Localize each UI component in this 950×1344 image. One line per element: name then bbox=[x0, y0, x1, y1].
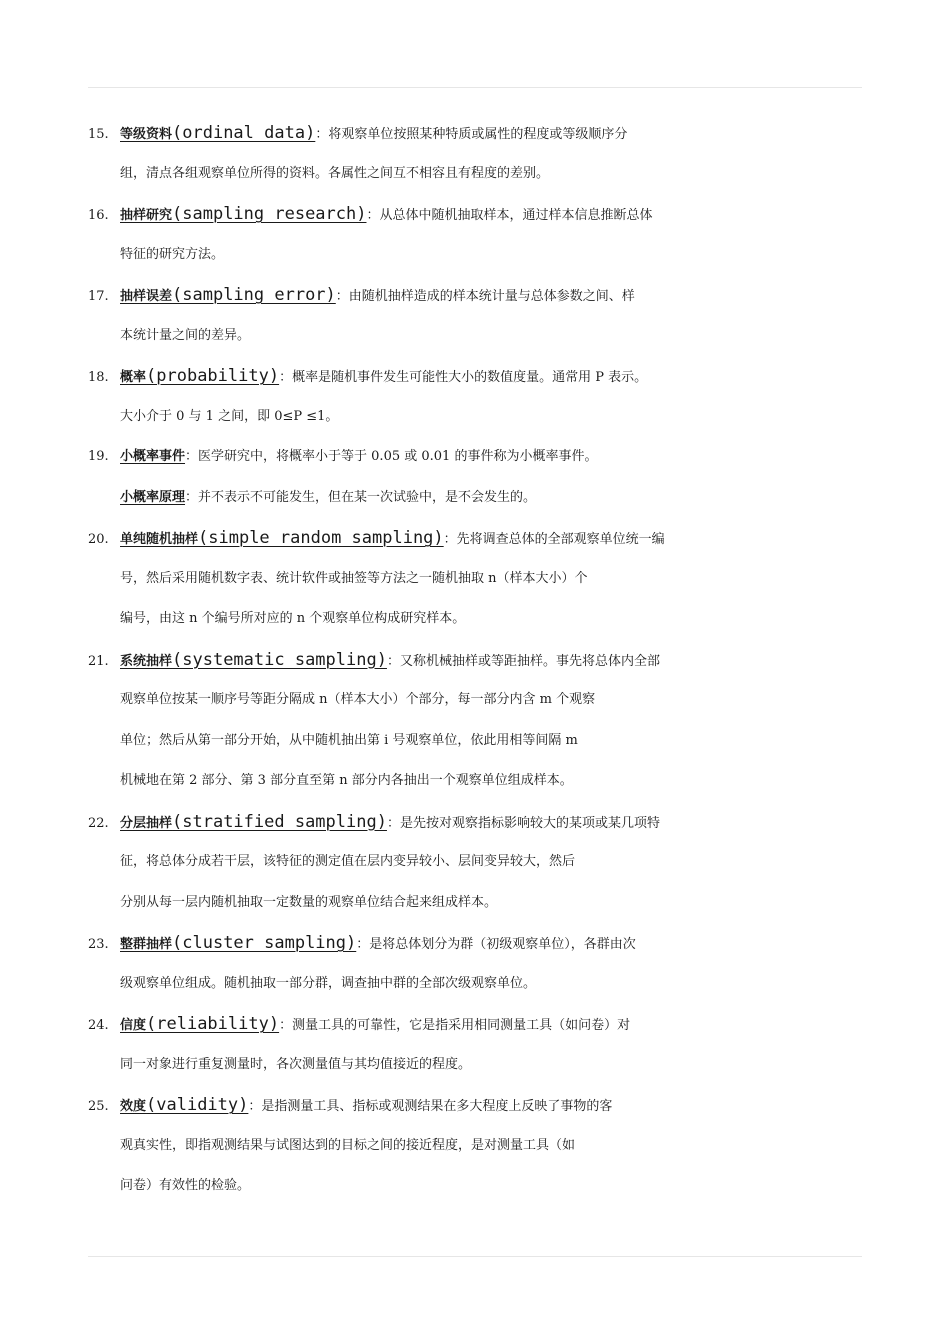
entry-16 bbox=[0, 194, 950, 275]
definition-line: 级观察单位组成。随机抽取一部分群，调查抽中群的全部次级观察单位。 bbox=[120, 975, 537, 991]
term bbox=[120, 528, 444, 548]
entry-number: 15. bbox=[88, 127, 109, 142]
definition-line: 编号，由这 n 个编号所对应的 n 个观察单位构成研究样本。 bbox=[120, 611, 466, 626]
entry-24 bbox=[0, 1004, 950, 1085]
definition-text: 是指测量工具、指标或观测结果在多大程度上反映了事物的客 bbox=[261, 1099, 613, 1114]
definition-line: 征，将总体分成若干层，该特征的测定值在层内变异较小、层间变异较大，然后 bbox=[120, 854, 576, 869]
colon: ： bbox=[443, 532, 457, 547]
term-en: (sampling research) bbox=[172, 204, 367, 224]
sub-definition-line bbox=[0, 478, 950, 519]
definition-text: 从总体中随机抽取样本，通过样本信息推断总体 bbox=[379, 208, 653, 223]
definition-line: 观真实性，即指观测结果与试图达到的目标之间的接近程度，是对测量工具（如 bbox=[120, 1137, 576, 1153]
entry-number: 25. bbox=[88, 1099, 109, 1114]
colon: ： bbox=[356, 937, 370, 952]
term-en: (cluster sampling) bbox=[172, 933, 357, 953]
term-cn: 分层抽样 bbox=[120, 815, 173, 831]
colon: ： bbox=[386, 653, 400, 669]
definition-text: 是将总体划分为群（初级观察单位），各群由次 bbox=[369, 937, 636, 952]
entry-20 bbox=[0, 518, 950, 640]
colon: ： bbox=[315, 127, 329, 142]
term-en: (simple random sampling) bbox=[198, 528, 444, 548]
colon: ： bbox=[279, 1018, 293, 1033]
definition-text: 又称机械抽样或等距抽样。事先将总体内全部 bbox=[399, 653, 660, 669]
term-cn: 整群抽样 bbox=[120, 937, 173, 952]
definition-line: 本统计量之间的差异。 bbox=[120, 327, 251, 343]
definition-line: 机械地在第 2 部分、第 3 部分直至第 n 部分内各抽出一个观察单位组成样本。 bbox=[120, 773, 573, 788]
entry-number: 17. bbox=[88, 289, 109, 304]
definition-text: 将观察单位按照某种特质或属性的程度或等级顺序分 bbox=[328, 127, 628, 142]
term-cn: 效度 bbox=[120, 1099, 147, 1114]
entry-number: 19. bbox=[88, 449, 109, 464]
entry-23 bbox=[0, 923, 950, 1004]
term-en: (reliability) bbox=[146, 1014, 280, 1034]
entry-18 bbox=[0, 356, 950, 437]
term-cn: 单纯随机抽样 bbox=[120, 532, 199, 547]
term bbox=[120, 1095, 249, 1115]
entry-number: 18. bbox=[88, 370, 109, 385]
entry-first-line bbox=[0, 1085, 950, 1126]
term bbox=[120, 123, 316, 143]
definition-line: 组，清点各组观察单位所得的资料。各属性之间互不相容且有程度的差别。 bbox=[120, 165, 550, 181]
entry-number: 24. bbox=[88, 1018, 109, 1033]
colon: ： bbox=[386, 815, 400, 831]
term bbox=[120, 649, 387, 670]
entry-first-line bbox=[0, 640, 950, 681]
colon: ： bbox=[248, 1099, 262, 1114]
entry-first-line bbox=[0, 923, 950, 964]
term bbox=[120, 933, 357, 953]
definition-text: 是先按对观察指标影响较大的某项或某几项特 bbox=[399, 815, 660, 831]
definition-line: 大小介于 0 与 1 之间，即 0≤P ≤1。 bbox=[120, 408, 339, 424]
entry-first-line bbox=[0, 194, 950, 235]
definition-line: 观察单位按某一顺序号等距分隔成 n（样本大小）个部分，每一部分内含 m 个观察 bbox=[120, 692, 596, 707]
entry-first-line bbox=[0, 356, 950, 397]
term-cn: 概率 bbox=[120, 370, 147, 385]
entry-first-line bbox=[0, 275, 950, 316]
term-en: (systematic sampling) bbox=[172, 649, 387, 670]
entry-first-line bbox=[0, 113, 950, 154]
colon: ： bbox=[185, 449, 199, 464]
entry-21 bbox=[0, 640, 950, 802]
definition-text: 医学研究中，将概率小于等于 0.05 或 0.01 的事件称为小概率事件。 bbox=[198, 449, 598, 464]
term-cn: 小概率事件 bbox=[120, 449, 186, 464]
term-en: (validity) bbox=[146, 1095, 249, 1115]
header-rule bbox=[88, 87, 862, 88]
colon: ： bbox=[185, 489, 199, 505]
sub-term-cn: 小概率原理 bbox=[120, 489, 186, 505]
term-cn: 等级资料 bbox=[120, 127, 173, 142]
term-en: (ordinal data) bbox=[172, 123, 316, 143]
definition-line: 问卷）有效性的检验。 bbox=[120, 1178, 251, 1193]
term-cn: 抽样误差 bbox=[120, 289, 173, 304]
sub-definition-text: 并不表示不可能发生，但在某一次试验中，是不会发生的。 bbox=[198, 489, 537, 505]
term-cn: 抽样研究 bbox=[120, 208, 173, 223]
entry-number: 23. bbox=[88, 937, 109, 952]
entry-number: 16. bbox=[88, 208, 109, 223]
term bbox=[120, 1014, 280, 1034]
entry-25 bbox=[0, 1085, 950, 1207]
entry-number: 21. bbox=[88, 653, 109, 669]
colon: ： bbox=[335, 289, 349, 304]
term-en: (sampling error) bbox=[172, 285, 336, 305]
colon: ： bbox=[279, 370, 293, 385]
term-en: (probability) bbox=[146, 366, 280, 386]
definition-line: 同一对象进行重复测量时，各次测量值与其均值接近的程度。 bbox=[120, 1056, 472, 1072]
colon: ： bbox=[366, 208, 380, 223]
entry-17 bbox=[0, 275, 950, 356]
entry-15 bbox=[0, 113, 950, 194]
definition-text: 测量工具的可靠性，它是指采用相同测量工具（如问卷）对 bbox=[292, 1018, 631, 1033]
entry-22 bbox=[0, 802, 950, 924]
term bbox=[120, 449, 185, 464]
definition-line: 号，然后采用随机数字表、统计软件或抽签等方法之一随机抽取 n（样本大小）个 bbox=[120, 570, 588, 586]
entry-first-line bbox=[0, 802, 950, 843]
definition-line: 单位；然后从第一部分开始，从中随机抽出第 i 号观察单位，依此用相等间隔 m bbox=[120, 732, 578, 748]
sub-term bbox=[120, 490, 185, 505]
entry-number: 22. bbox=[88, 815, 109, 831]
definition-text: 由随机抽样造成的样本统计量与总体参数之间、样 bbox=[348, 289, 635, 304]
entry-first-line bbox=[0, 518, 950, 559]
term-en: (stratified sampling) bbox=[172, 811, 387, 832]
entry-number: 20. bbox=[88, 532, 109, 547]
footer-rule bbox=[88, 1256, 862, 1257]
term-cn: 信度 bbox=[120, 1018, 147, 1033]
entry-19 bbox=[0, 437, 950, 518]
definition-line: 分别从每一层内随机抽取一定数量的观察单位结合起来组成样本。 bbox=[120, 894, 498, 910]
entry-first-line bbox=[0, 437, 950, 478]
definition-text: 概率是随机事件发生可能性大小的数值度量。通常用 P 表示。 bbox=[292, 370, 648, 385]
entry-first-line bbox=[0, 1004, 950, 1045]
definition-text: 先将调查总体的全部观察单位统一编 bbox=[456, 532, 665, 547]
term-cn: 系统抽样 bbox=[120, 653, 173, 669]
definition-line: 特征的研究方法。 bbox=[120, 246, 225, 262]
term bbox=[120, 204, 367, 224]
term bbox=[120, 366, 280, 386]
document-body bbox=[0, 113, 950, 1207]
term bbox=[120, 285, 336, 305]
term bbox=[120, 811, 387, 832]
